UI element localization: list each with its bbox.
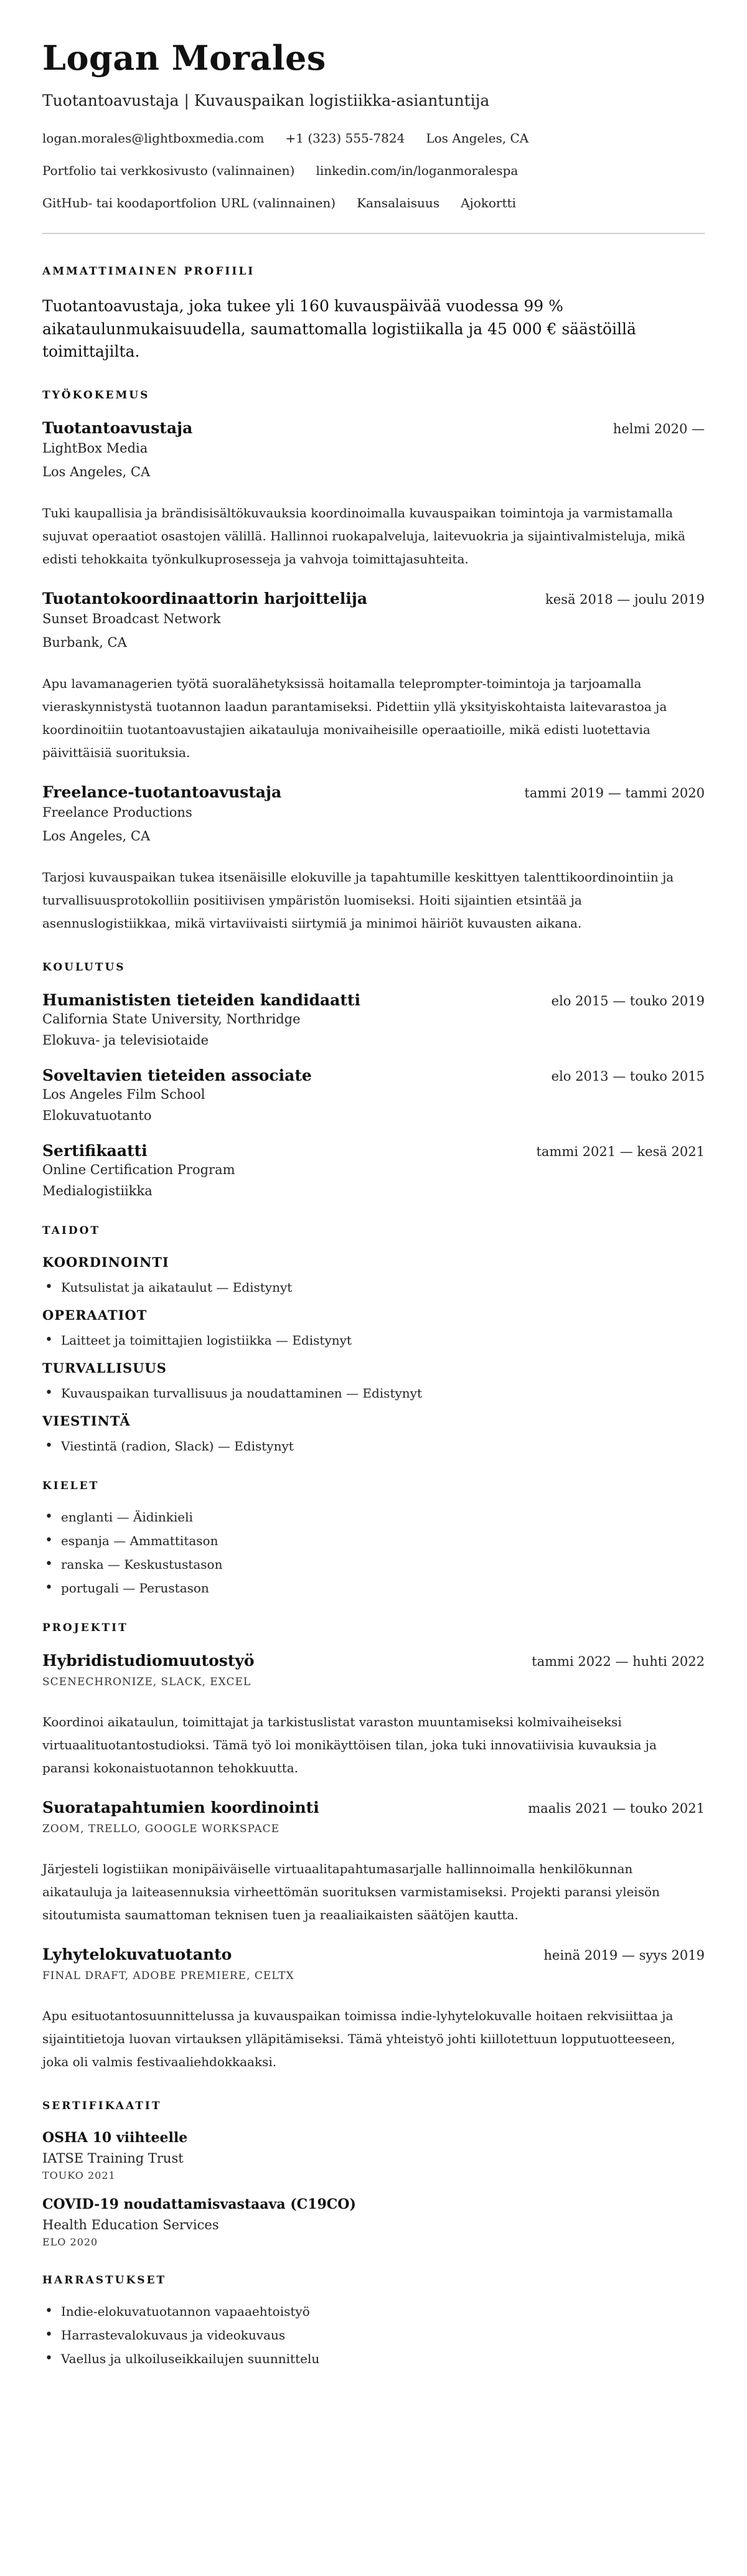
- candidate-headline: Tuotantoavustaja | Kuvauspaikan logistiikka-asiantuntija: [42, 92, 490, 110]
- language-list: [42, 1510, 705, 1596]
- experience-section: [42, 389, 705, 935]
- degree-title: Humanististen tieteiden kandidaatti: [42, 991, 360, 1010]
- resume-header: [42, 40, 705, 210]
- project-description: Koordinoi aikataulun, toimittajat ja tarkistuslistat varaston muuntamiseksi kolmivaiheiseksi virtuaalituotantostudioksi. Tämä työ loi monikäyttöisen tilan, joka tuki innovatiivisia kuvauksia ja paransi kokonaistuotannon tehokkuutta.: [42, 1714, 657, 1776]
- certification-entry: [42, 2196, 705, 2248]
- school-name: Online Certification Program: [42, 1162, 235, 1178]
- contact-email: logan.morales@lightboxmedia.com: [42, 131, 265, 146]
- profile-summary: Tuotantoavustaja, joka tukee yli 160 kuvauspäivää vuodessa 99 % aikataulunmukaisuudella, saumattomalla logistiikalla ja 45 000 € säästöillä toimittajilta.: [42, 297, 636, 360]
- degree-title: Soveltavien tieteiden associate: [42, 1066, 312, 1085]
- study-field: Medialogistiikka: [42, 1183, 153, 1199]
- skill-item: • Laitteet ja toimittajien logistiikka — Edistynyt: [42, 1333, 705, 1348]
- school-name: Los Angeles Film School: [42, 1087, 205, 1102]
- section-title: HARRASTUKSET: [42, 2274, 167, 2287]
- job-date: helmi 2020 —: [613, 421, 705, 437]
- job-company: Freelance Productions: [42, 805, 192, 820]
- education-entry: [42, 991, 705, 1048]
- section-title: KOULUTUS: [42, 961, 126, 974]
- project-name: Lyhytelokuvatuotanto: [42, 1945, 232, 1964]
- contact-linkedin: linkedin.com/in/loganmoralespa: [316, 163, 519, 179]
- project-tech: ZOOM, TRELLO, GOOGLE WORKSPACE: [42, 1823, 280, 1836]
- skill-group: [42, 1360, 705, 1401]
- job-title: Tuotantoavustaja: [42, 419, 193, 438]
- skill-group: [42, 1254, 705, 1295]
- project-entry: [42, 1652, 705, 1780]
- contact-github: GitHub- tai koodaportfolion URL (valinnainen): [42, 195, 336, 211]
- experience-entry: [42, 590, 705, 764]
- contact-row-links: [42, 163, 705, 178]
- contact-location: Los Angeles, CA: [426, 131, 529, 146]
- skill-group: [42, 1307, 705, 1348]
- skill-item: • Kuvauspaikan turvallisuus ja noudattaminen — Edistynyt: [42, 1386, 705, 1401]
- skill-group-title: OPERAATIOT: [42, 1307, 148, 1323]
- degree-date: elo 2013 — touko 2015: [551, 1069, 705, 1084]
- contact-phone: +1 (323) 555-7824: [285, 131, 405, 146]
- project-name: Suoratapahtumien koordinointi: [42, 1798, 319, 1817]
- hobbies-section: [42, 2274, 705, 2366]
- section-title: PROJEKTIT: [42, 1622, 128, 1635]
- project-name: Hybridistudiomuutostyö: [42, 1652, 255, 1670]
- skill-item: • Kutsulistat ja aikataulut — Edistynyt: [42, 1280, 705, 1295]
- school-name: California State University, Northridge: [42, 1012, 301, 1027]
- contact-citizenship: Kansalaisuus: [357, 195, 440, 211]
- education-entry: [42, 1066, 705, 1123]
- project-tech: FINAL DRAFT, ADOBE PREMIERE, CELTX: [42, 1970, 294, 1983]
- section-title: SERTIFIKAATIT: [42, 2100, 162, 2113]
- job-date: kesä 2018 — joulu 2019: [545, 592, 705, 608]
- experience-entry: [42, 783, 705, 935]
- projects-section: [42, 1622, 705, 2074]
- cert-date: TOUKO 2021: [42, 2169, 116, 2182]
- cert-name: COVID-19 noudattamisvastaava (C19CO): [42, 2196, 356, 2213]
- language-item: • espanja — Ammattitason: [42, 1533, 705, 1548]
- experience-entry: [42, 419, 705, 571]
- experience-list: [42, 419, 705, 935]
- contact-row-primary: [42, 131, 705, 146]
- project-description: Apu esituotantosuunnittelussa ja kuvauspaikan toimissa indie-lyhytelokuvalle hoitaen rekvisiittaa ja sijaintitietoja luovan virtauksen ylläpitämiseksi. Tämä yhteistyö johti kiillotettuun lopputuotteeseen, joka oli valmis festivaaliehdokkaaksi.: [42, 2008, 675, 2070]
- project-date: heinä 2019 — syys 2019: [543, 1948, 705, 1963]
- degree-date: elo 2015 — touko 2019: [551, 994, 705, 1009]
- cert-date: ELO 2020: [42, 2236, 98, 2249]
- job-description: Tuki kaupallisia ja brändisisältökuvauksia koordinoimalla kuvauspaikan toimintoja ja varmistamalla sujuvat operaatiot osastojen välillä. Hallinnoi ruokapalveluja, laitevuokria ja sijaintivalmisteluja, mikä edisti tehokkaita työnkulkuprosesseja ja vahvoja toimittajasuhteita.: [42, 505, 685, 567]
- study-field: Elokuva- ja televisiotaide: [42, 1033, 209, 1048]
- study-field: Elokuvatuotanto: [42, 1108, 152, 1124]
- language-item: • ranska — Keskustustason: [42, 1557, 705, 1572]
- hobby-list: [42, 2304, 705, 2366]
- project-date: tammi 2022 — huhti 2022: [532, 1654, 705, 1670]
- job-company: LightBox Media: [42, 441, 148, 456]
- certification-entry: [42, 2130, 705, 2181]
- skill-item: • Viestintä (radion, Slack) — Edistynyt: [42, 1439, 705, 1454]
- hobby-item: • Vaellus ja ulkoiluseikkailujen suunnittelu: [42, 2351, 705, 2366]
- language-item: • portugali — Perustason: [42, 1581, 705, 1596]
- project-entry: [42, 1945, 705, 2074]
- degree-title: Sertifikaatti: [42, 1142, 148, 1160]
- section-title: TAIDOT: [42, 1225, 101, 1238]
- cert-issuer: IATSE Training Trust: [42, 2151, 184, 2166]
- section-title: KIELET: [42, 1480, 100, 1493]
- skill-group-title: TURVALLISUUS: [42, 1360, 167, 1376]
- job-location: Los Angeles, CA: [42, 829, 151, 844]
- education-section: [42, 961, 705, 1198]
- job-description: Apu lavamanagerien työtä suoralähetyksissä hoitamalla teleprompter-toimintoja ja tarjoamalla vieraskynnistystä tuotannon laadun parantamiseksi. Pidettiin yllä yksityiskohtaista laitevarastoa ja koordinoitiin tuotantoavustajien aikatauluja monivaiheisille operaatioille, mikä edisti luotettavia päivittäisiä suorituksia.: [42, 676, 667, 761]
- skill-group-title: KOORDINOINTI: [42, 1254, 169, 1271]
- project-entry: [42, 1798, 705, 1927]
- section-title: TYÖKOKEMUS: [42, 389, 150, 402]
- hobby-item: • Harrastevalokuvaus ja videokuvaus: [42, 2328, 705, 2343]
- job-location: Los Angeles, CA: [42, 464, 151, 480]
- degree-date: tammi 2021 — kesä 2021: [536, 1144, 705, 1160]
- languages-section: [42, 1480, 705, 1596]
- job-date: tammi 2019 — tammi 2020: [524, 786, 705, 801]
- job-location: Burbank, CA: [42, 635, 127, 651]
- cert-issuer: Health Education Services: [42, 2217, 219, 2233]
- skill-group: [42, 1413, 705, 1454]
- education-entry: [42, 1142, 705, 1198]
- project-date: maalis 2021 — touko 2021: [528, 1801, 705, 1817]
- project-tech: SCENECHRONIZE, SLACK, EXCEL: [42, 1676, 251, 1689]
- job-title: Tuotantokoordinaattorin harjoittelija: [42, 590, 368, 608]
- job-title: Freelance-tuotantoavustaja: [42, 783, 282, 802]
- job-company: Sunset Broadcast Network: [42, 611, 221, 627]
- profile-section: [42, 265, 705, 363]
- contact-row-extra: [42, 195, 705, 210]
- candidate-name: Logan Morales: [42, 38, 326, 78]
- header-divider: [42, 233, 705, 234]
- section-title: AMMATTIMAINEN PROFIILI: [42, 265, 255, 278]
- certifications-section: [42, 2100, 705, 2248]
- cert-name: OSHA 10 viihteelle: [42, 2130, 188, 2146]
- contact-portfolio: Portfolio tai verkkosivusto (valinnainen): [42, 163, 295, 179]
- language-item: • englanti — Äidinkieli: [42, 1510, 705, 1525]
- project-description: Järjesteli logistiikan monipäiväiselle virtuaalitapahtumasarjalle hallinnoimalla henkilökunnan aikatauluja ja laiteasennuksia virheettömän suorituksen varmistamiseksi. Projekti paransi yleisön sitoutumista saumattoman teknisen tuen ja reaaliaikaisten säätöjen kautta.: [42, 1861, 660, 1923]
- hobby-item: • Indie-elokuvatuotannon vapaaehtoistyö: [42, 2304, 705, 2319]
- skills-section: [42, 1225, 705, 1454]
- contact-license: Ajokortti: [461, 195, 516, 211]
- skill-group-title: VIESTINTÄ: [42, 1413, 131, 1429]
- job-description: Tarjosi kuvauspaikan tukea itsenäisille elokuville ja tapahtumille keskittyen talenttikoordinointiin ja turvallisuusprotokolliin positiivisen ympäristön luomiseksi. Hoiti sijaintien etsintää ja asennuslogistiikkaa, mikä virtaviivaisti siirtymiä ja minimoi häiriöt kuvausten aikana.: [42, 870, 674, 931]
